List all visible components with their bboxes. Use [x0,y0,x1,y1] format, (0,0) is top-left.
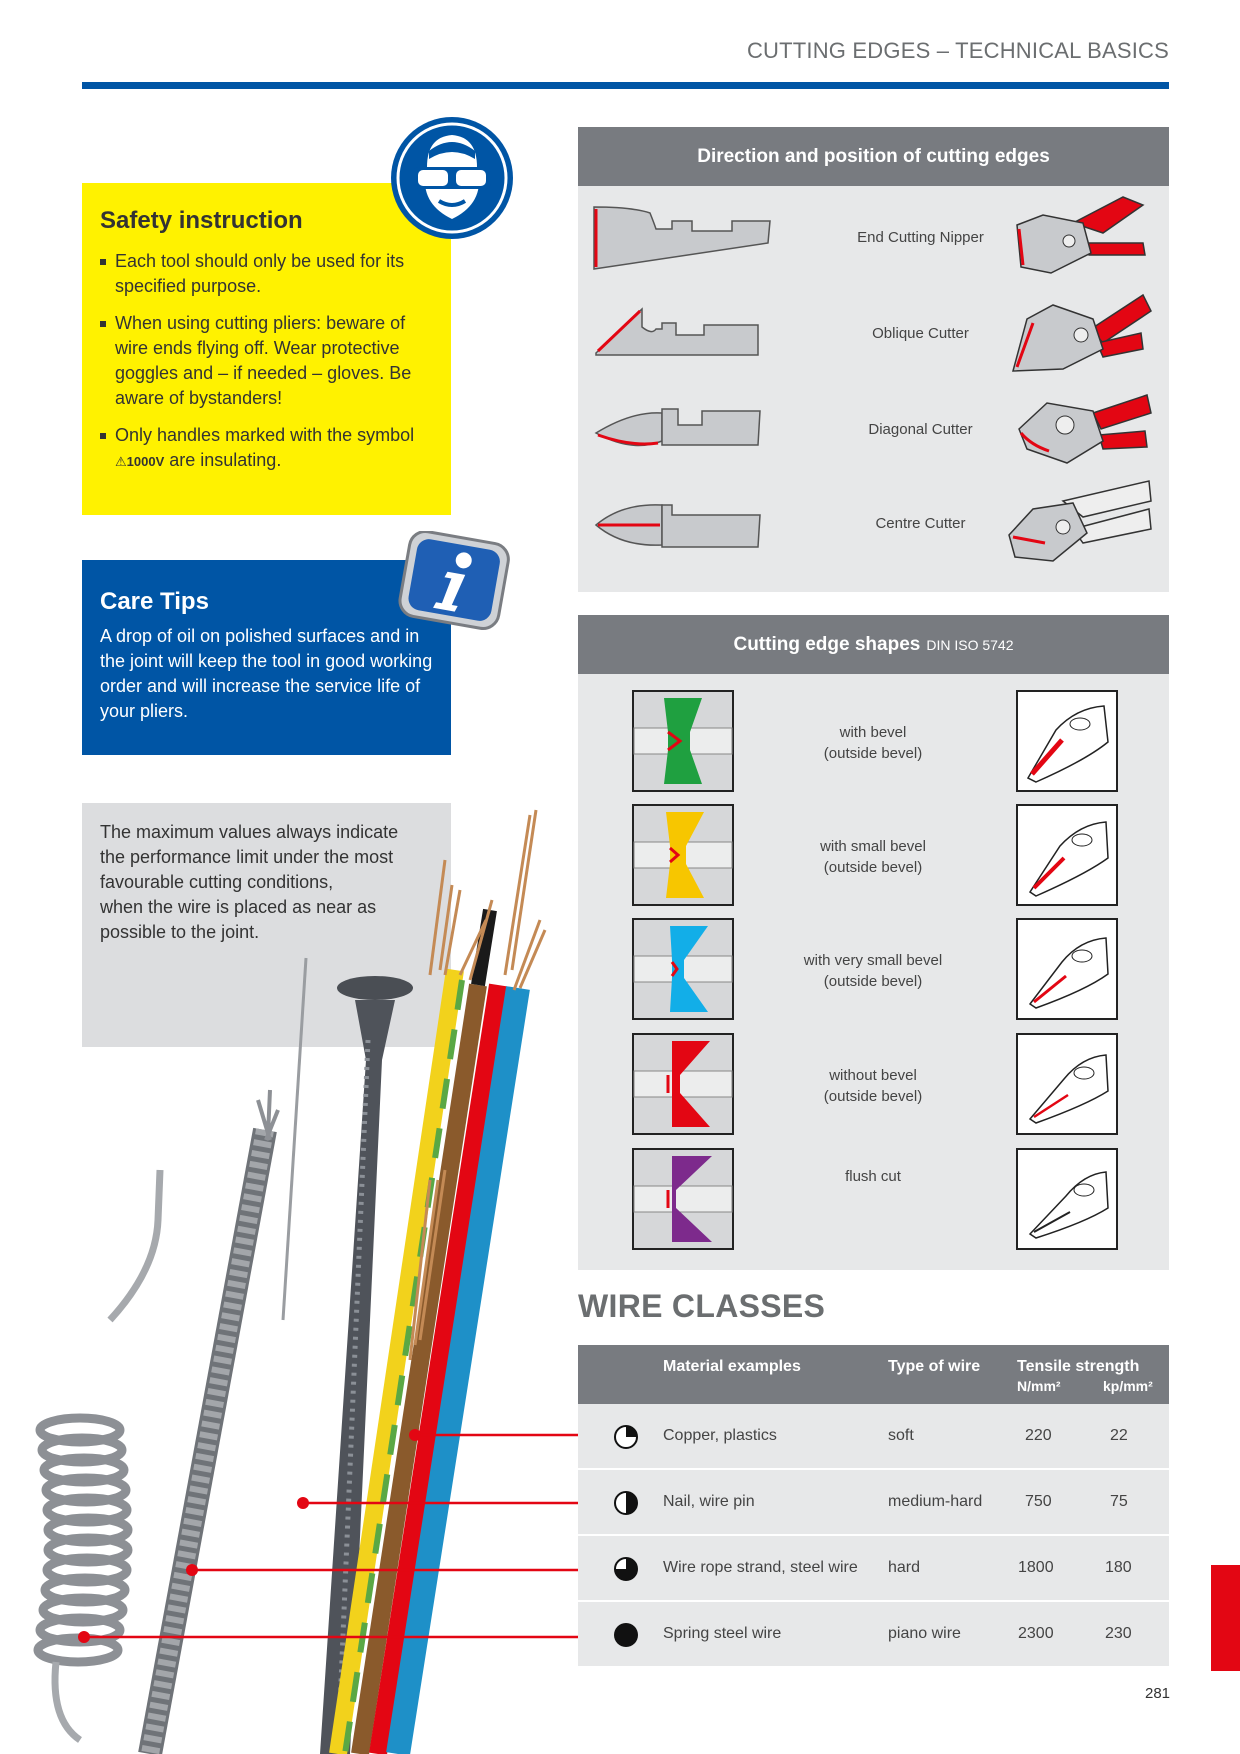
cell-tensile-kp: 75 [1110,1493,1128,1510]
edge-shape-line2: (outside bevel) [823,973,923,990]
edge-shape-line1: flush cut [845,1168,901,1185]
edge-shape-row [578,804,1169,908]
oblique-cutter-icon [1003,289,1153,379]
header-tensile: Tensile strength [1017,1358,1140,1375]
bevel-shape-symbol-icon [632,690,734,792]
edge-shape-row [578,1033,1169,1137]
information-icon [390,531,518,631]
safety-item-text: Only handles marked with the symbol [115,425,415,445]
header-rule [82,82,1169,89]
edge-shape-row [578,918,1169,1022]
small-bevel-edge-plier-icon [1016,804,1118,906]
page-number: 281 [1145,1685,1171,1702]
direction-panel-title: Direction and position of cutting edges [578,127,1169,186]
safety-title: Safety instruction [100,207,303,234]
cell-type: medium-hard [888,1493,983,1510]
edge-shape-row [578,1148,1169,1252]
wire-table-header [578,1345,1169,1404]
table-row [578,1470,1169,1536]
wear-goggles-icon [389,115,515,241]
care-title: Care Tips [100,588,209,615]
edge-shape-line2: (outside bevel) [823,745,923,762]
care-text: A drop of oil on polished surfaces and in the joint will keep the tool in good working order and will increase the service life of your pliers. [100,626,433,721]
direction-row [578,479,1169,569]
cell-type: piano wire [888,1625,961,1642]
edge-shape-row [578,690,1169,794]
cell-material: Nail, wire pin [663,1493,755,1510]
no-bevel-shape-symbol-icon [632,1033,734,1135]
oblique-cutter-diagram-icon [592,295,772,373]
cell-tensile-n: 220 [1025,1427,1052,1444]
direction-row [578,289,1169,379]
edge-shape-line1: with bevel [839,724,907,741]
edge-shape-label [748,722,998,764]
safety-item-suffix: are insulating. [164,450,282,470]
cell-tensile-n: 2300 [1018,1625,1054,1642]
header-unit-nmm2: N/mm² [1017,1378,1061,1394]
edge-shape-line1: without bevel [829,1067,917,1084]
edge-shape-label [748,1065,998,1107]
three-quarter-filled-circle-icon [613,1556,639,1582]
insulation-1000v-symbol: ⚠1000V [115,454,165,469]
safety-item: When using cutting pliers: beware of wire ends flying off. Wear protective goggles and – if needed – gloves. Be aware of bystanders! [100,311,433,411]
cell-tensile-kp: 230 [1105,1625,1132,1642]
diagonal-cutter-icon [1003,385,1153,475]
cell-material: Copper, plastics [663,1427,777,1444]
diagonal-cutter-diagram-icon [592,391,772,469]
no-bevel-edge-plier-icon [1016,1033,1118,1135]
end-cutting-nipper-icon [1003,193,1153,283]
wire-classes-table [578,1345,1169,1668]
half-filled-circle-icon [613,1490,639,1516]
cutting-edge-direction-panel [578,127,1169,592]
section-thumb-tab [1211,1565,1240,1671]
cell-material: Wire rope strand, steel wire [663,1559,858,1576]
cell-tensile-kp: 180 [1105,1559,1132,1576]
cell-type: hard [888,1559,921,1576]
cell-tensile-n: 750 [1025,1493,1052,1510]
cell-type: soft [888,1427,914,1444]
cell-tensile-n: 1800 [1018,1559,1054,1576]
very-small-bevel-edge-plier-icon [1016,918,1118,1020]
page-header-title: CUTTING EDGES – TECHNICAL BASICS [746,38,1169,63]
direction-row [578,385,1169,475]
shapes-panel-title [578,615,1169,674]
end-cutting-nipper-diagram-icon [592,199,772,277]
edge-shape-line1: with small bevel [820,838,926,855]
performance-note-text: The maximum values always indicate the performance limit under the most favourable cutting conditions, when the wire is placed as near as possible to the joint. [100,822,399,942]
edge-shape-line2: (outside bevel) [823,859,923,876]
cutting-edge-shapes-panel [578,615,1169,1270]
very-small-bevel-shape-symbol-icon [632,918,734,1020]
bevel-edge-plier-icon [1016,690,1118,792]
shapes-panel-title-text: Cutting edge shapes [733,634,921,655]
direction-row-label: Centre Cutter [875,515,966,532]
centre-cutter-icon [1003,479,1153,569]
din-standard-label: DIN ISO 5742 [926,637,1014,653]
direction-row-label: Oblique Cutter [872,325,969,342]
safety-list [100,249,433,474]
flush-cut-edge-plier-icon [1016,1148,1118,1250]
edge-shape-label [748,950,998,992]
direction-row [578,193,1169,283]
table-row [578,1602,1169,1668]
header-type: Type of wire [888,1358,981,1375]
table-row [578,1536,1169,1602]
centre-cutter-diagram-icon [592,485,772,563]
direction-row-label: End Cutting Nipper [857,229,984,246]
edge-shape-line2: (outside bevel) [823,1088,923,1105]
edge-shape-label [748,1166,998,1187]
edge-shape-label [748,836,998,878]
safety-item: Each tool should only be used for its specified purpose. [100,249,433,299]
direction-row-label: Diagonal Cutter [868,421,973,438]
header-unit-kpmm2: kp/mm² [1103,1378,1153,1394]
cell-material: Spring steel wire [663,1625,782,1642]
table-row [578,1404,1169,1470]
quarter-filled-circle-icon [613,1424,639,1450]
flush-cut-shape-symbol-icon [632,1148,734,1250]
wire-samples-illustration [0,800,578,1754]
full-circle-icon [613,1622,639,1648]
safety-item [100,423,433,474]
edge-shape-line1: with very small bevel [803,952,943,969]
small-bevel-shape-symbol-icon [632,804,734,906]
cell-tensile-kp: 22 [1110,1427,1128,1444]
wire-classes-title: WIRE CLASSES [578,1288,826,1324]
header-material: Material examples [663,1358,801,1375]
